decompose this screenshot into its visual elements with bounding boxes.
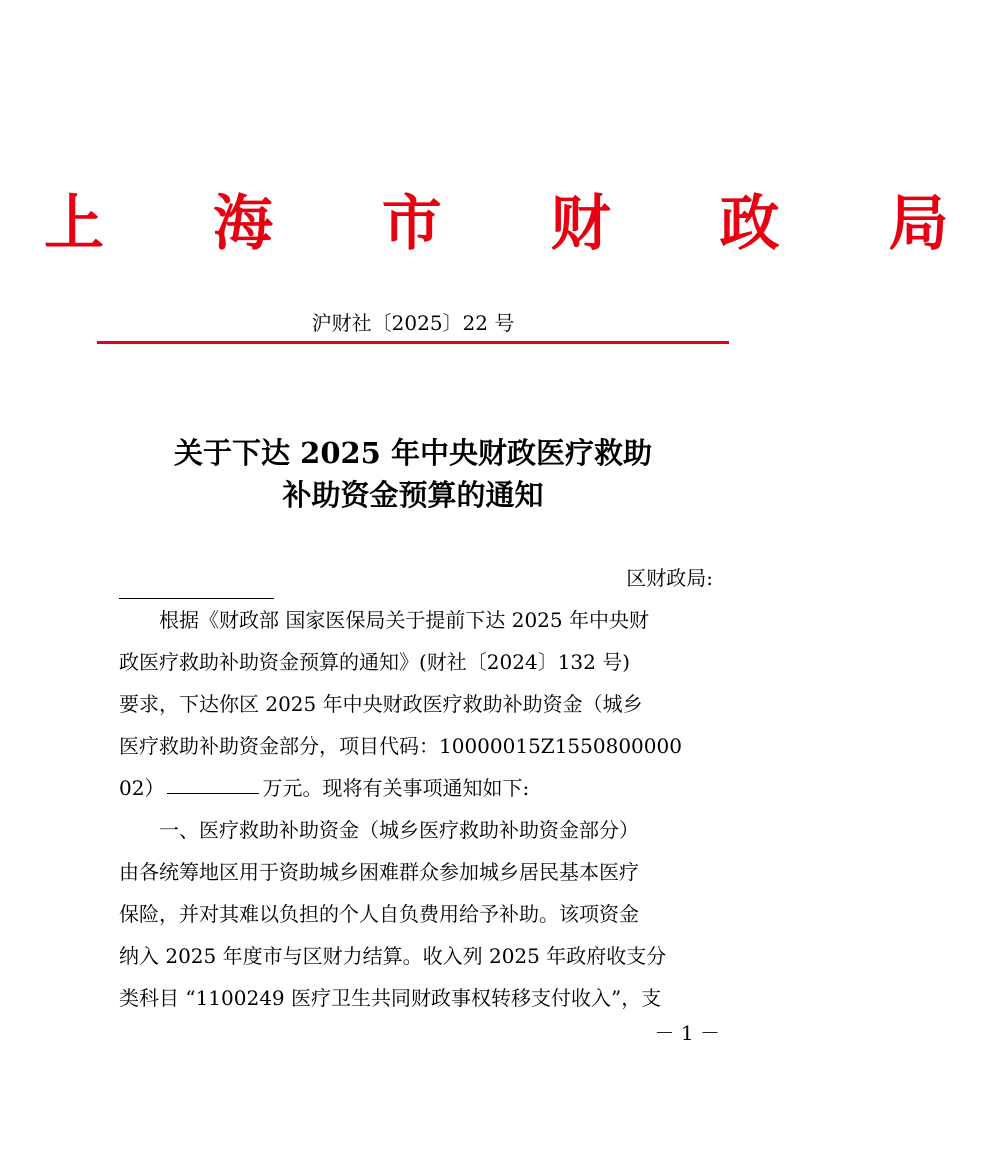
body-line	[119, 767, 713, 809]
body-line: 根据《财政部 国家医保局关于提前下达 2025 年中央财	[159, 608, 649, 632]
body-line: 保险，并对其难以负担的个人自负费用给予补助。该项资金	[119, 902, 639, 926]
body-line: 纳入 2025 年度市与区财力结算。收入列 2025 年政府收支分	[119, 944, 667, 968]
salutation-text: 区财政局:	[626, 566, 713, 590]
document-title	[0, 432, 826, 516]
body-line: 由各统筹地区用于资助城乡困难群众参加城乡居民基本医疗	[119, 860, 639, 884]
title-line-1: 关于下达 2025 年中央财政医疗救助	[174, 436, 652, 470]
body-line: 医疗救助补助资金部分，项目代码：10000015Z1550800000	[119, 734, 682, 758]
body-line-end: 万元。现将有关事项通知如下:	[262, 776, 530, 800]
amount-blank	[167, 767, 259, 794]
title-line-2: 补助资金预算的通知	[282, 478, 544, 512]
issuer-masthead: 上 海 市 财 政 局	[44, 189, 992, 259]
document-body	[119, 557, 713, 1019]
page-number: － 1 －	[654, 1021, 720, 1045]
salutation	[119, 557, 713, 599]
document-number: 沪财社〔2025〕22 号	[311, 311, 515, 335]
body-line: 一、医疗救助补助资金（城乡医疗救助补助资金部分）	[159, 818, 639, 842]
body-line: 政医疗救助补助资金预算的通知》(财社〔2024〕132 号)	[119, 650, 631, 674]
body-line: 类科目 “1100249 医疗卫生共同财政事权转移支付收入”，支	[119, 986, 662, 1010]
body-line-start: 02）	[119, 776, 165, 800]
recipient-blank	[119, 572, 274, 599]
red-divider-rule	[97, 341, 729, 344]
body-line: 要求，下达你区 2025 年中央财政医疗救助补助资金（城乡	[119, 692, 643, 716]
